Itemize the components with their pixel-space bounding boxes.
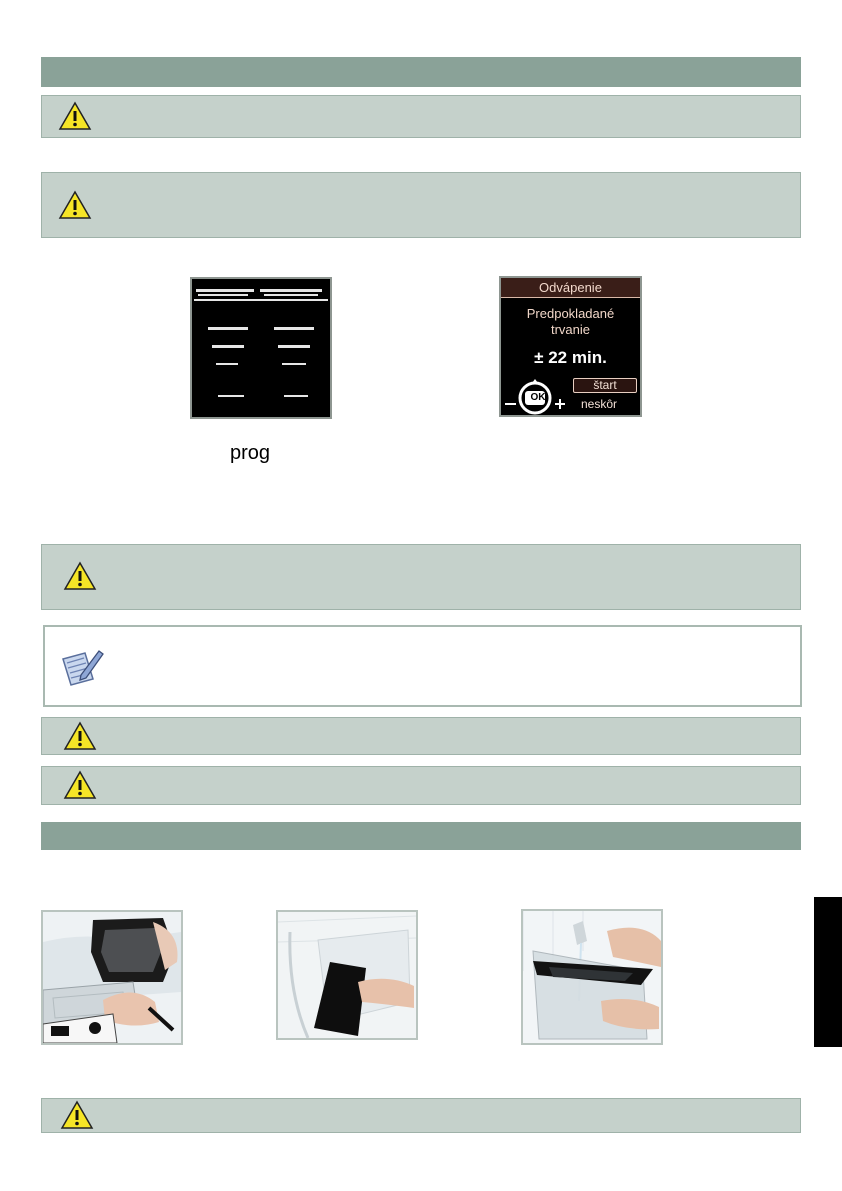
photo-insert-filter — [276, 910, 418, 1040]
drip-tray-illustration — [43, 912, 181, 1043]
later-button[interactable]: neskôr — [581, 397, 618, 411]
photo-fill-water-tank — [521, 909, 663, 1045]
warning-box-5 — [41, 766, 801, 805]
warning-icon — [58, 190, 92, 220]
ok-button-label[interactable]: OK — [530, 392, 546, 403]
screen-title: Odvápenie — [501, 278, 640, 298]
warning-icon — [60, 1100, 94, 1130]
glitch-line — [212, 345, 244, 348]
warning-box-1 — [41, 95, 801, 138]
language-side-tab — [814, 897, 842, 1047]
note-pencil-icon — [59, 645, 105, 689]
water-tank-illustration — [523, 911, 661, 1043]
glitch-line — [284, 395, 308, 397]
prog-label: prog — [230, 442, 271, 464]
glitch-line — [282, 363, 306, 365]
glitch-line — [278, 345, 310, 348]
warning-icon — [58, 101, 92, 131]
section-header-bar-1 — [41, 57, 801, 87]
start-button[interactable]: štart — [573, 378, 637, 393]
warning-box-2 — [41, 172, 801, 238]
estimated-time: ± 22 min. — [534, 348, 607, 367]
glitch-line — [260, 289, 322, 292]
warning-icon — [63, 561, 97, 591]
note-box — [43, 625, 802, 707]
section-header-bar-2 — [41, 822, 801, 850]
glitch-line — [218, 395, 244, 397]
warning-box-6 — [41, 1098, 801, 1133]
warning-box-4 — [41, 717, 801, 755]
glitch-line — [208, 327, 248, 330]
glitch-line — [264, 294, 318, 296]
glitch-divider — [194, 299, 328, 301]
filter-illustration — [278, 912, 416, 1038]
warning-box-3 — [41, 544, 801, 610]
glitch-line — [216, 363, 238, 365]
photo-remove-drip-tray — [41, 910, 183, 1045]
glitch-line — [198, 294, 248, 296]
glitch-line — [196, 289, 254, 292]
display-screen-descaling — [499, 276, 642, 417]
screen-text-line-2: trvanie — [550, 322, 591, 337]
glitch-line — [274, 327, 314, 330]
warning-icon — [63, 721, 97, 751]
warning-icon — [63, 770, 97, 800]
screen-text-line-1: Predpokladané — [526, 306, 615, 321]
display-screen-programs — [190, 277, 332, 419]
